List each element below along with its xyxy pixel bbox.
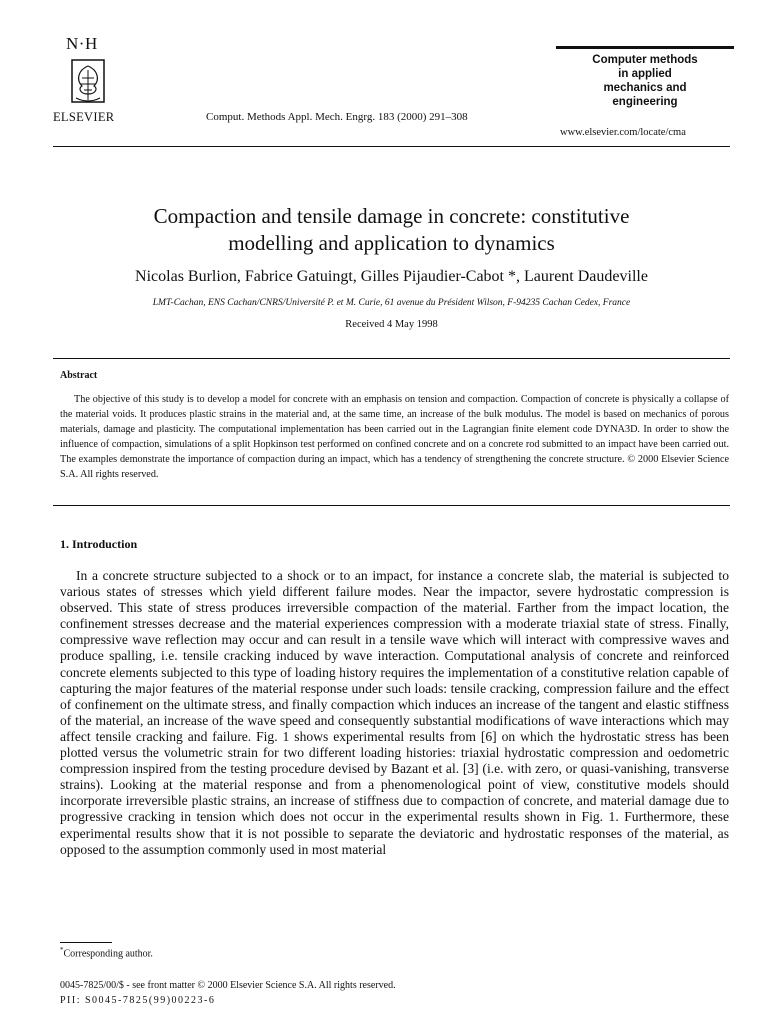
journal-rule (556, 46, 734, 49)
article-authors: Nicolas Burlion, Fabrice Gatuingt, Gilles Pijaudier-Cabot *, Laurent Daudeville (135, 268, 648, 285)
abstract-bottom-divider (53, 505, 730, 506)
title-line-2: modelling and application to dynamics (228, 231, 555, 255)
journal-line-1: Computer methods (592, 54, 698, 66)
author-affiliation: LMT-Cachan, ENS Cachan/CNRS/Université P. et M. Curie, 61 avenue du Président Wilson, F-94235 Cachan Cedex, France (152, 298, 631, 308)
journal-line-3: mechanics and (603, 82, 687, 94)
introduction-paragraph: In a concrete structure subjected to a shock or to an impact, for instance a concrete slab, the material is subjected to various states of stresses which yield different failure modes. Near the impactor, severe hydrostatic compression is observed. This state of stress produces irreversible compaction of the material. Farther from the impact location, the confinement stresses decrease and the material experiences compression with a moderate triaxial state of stress. Finally, compressive wave reflection may occur and can result in a tensile wave which will interact with compressive waves and produce spalling, i.e. tensile cracking induced by wave interaction. Computational analysis of concrete and reinforced concrete elements subjected to this type of loading history requires the implementation of a constitutive relation capable of capturing the major features of the material response under such loads: tensile cracking, compression failure and the effect of confinement on the ultimate stress, and finally compaction which induces an increase of the tangent and elastic stiffness of the material, an increase of the wave speed and consequently substantial modifications of wave interactions which may affect tensile cracking and failure. Fig. 1 shows experimental results from [6] on which the hydrostatic stress has been plotted versus the volumetric strain for two different loading histories: triaxial hydrostatic compression and oedometric compression inspired from the testing procedure devised by Bazant et al. [3] (i.e. with zero, or quasi-vanishing, transverse strains). Looking at the material response and from a phenomenological point of view, constitutive models should incorporate irreversible plastic strains, an increase of stiffness due to compaction of concrete, and material damage due to progressive cracking in tension which does not occur in the experimental results shown in Fig. 1. Furthermore, these experimental results show that it is not possible to separate the deviatoric and hydrostatic responses of the material, as opposed to the assumption commonly used in most material (60, 568, 729, 857)
journal-name (560, 53, 730, 109)
footnote-text: Corresponding author. (63, 948, 153, 960)
article-title (53, 203, 730, 257)
publisher-name: ELSEVIER (53, 110, 115, 124)
elsevier-tree-logo-icon (68, 58, 108, 108)
section-heading-introduction: 1. Introduction (60, 537, 138, 551)
abstract-text: The objective of this study is to develop a model for concrete with an emphasis on tension and compaction. Compaction of concrete is physically a collapse of the material voids. It produces plastic strains in the material and, at the same time, an increase of the bulk modulus. The model is based on mechanics of porous materials, damage and plasticity. The computational implementation has been carried out in the Lagrangian finite element code DYNA3D. In order to show the influence of compaction, simulations of a split Hopkinson test performed on confined concrete and on a concrete rod submitted to an impact have been carried out. The examples demonstrate the importance of compaction during an impact, which has a tendency of strengthening the concrete structure. © 2000 Elsevier Science S.A. All rights reserved. (60, 394, 729, 480)
abstract-top-divider (53, 358, 730, 359)
abstract-heading: Abstract (60, 370, 98, 381)
journal-line-2: in applied (618, 68, 672, 80)
footnote-mark: * (60, 946, 64, 954)
front-matter-line: 0045-7825/00/$ - see front matter © 2000 Elsevier Science S.A. All rights reserved. (60, 980, 396, 991)
received-date: Received 4 May 1998 (345, 319, 438, 330)
publisher-mark: N·H (66, 34, 98, 53)
journal-citation: Comput. Methods Appl. Mech. Engrg. 183 (2000) 291–308 (206, 111, 468, 123)
journal-line-4: engineering (612, 96, 678, 108)
footnote (60, 946, 153, 959)
footnote-rule (60, 942, 112, 943)
journal-url[interactable]: www.elsevier.com/locate/cma (560, 127, 686, 138)
pii-line: PII: S0045-7825(99)00223-6 (60, 995, 216, 1006)
title-line-1: Compaction and tensile damage in concrete: constitutive (153, 204, 630, 228)
header-divider (53, 146, 730, 147)
